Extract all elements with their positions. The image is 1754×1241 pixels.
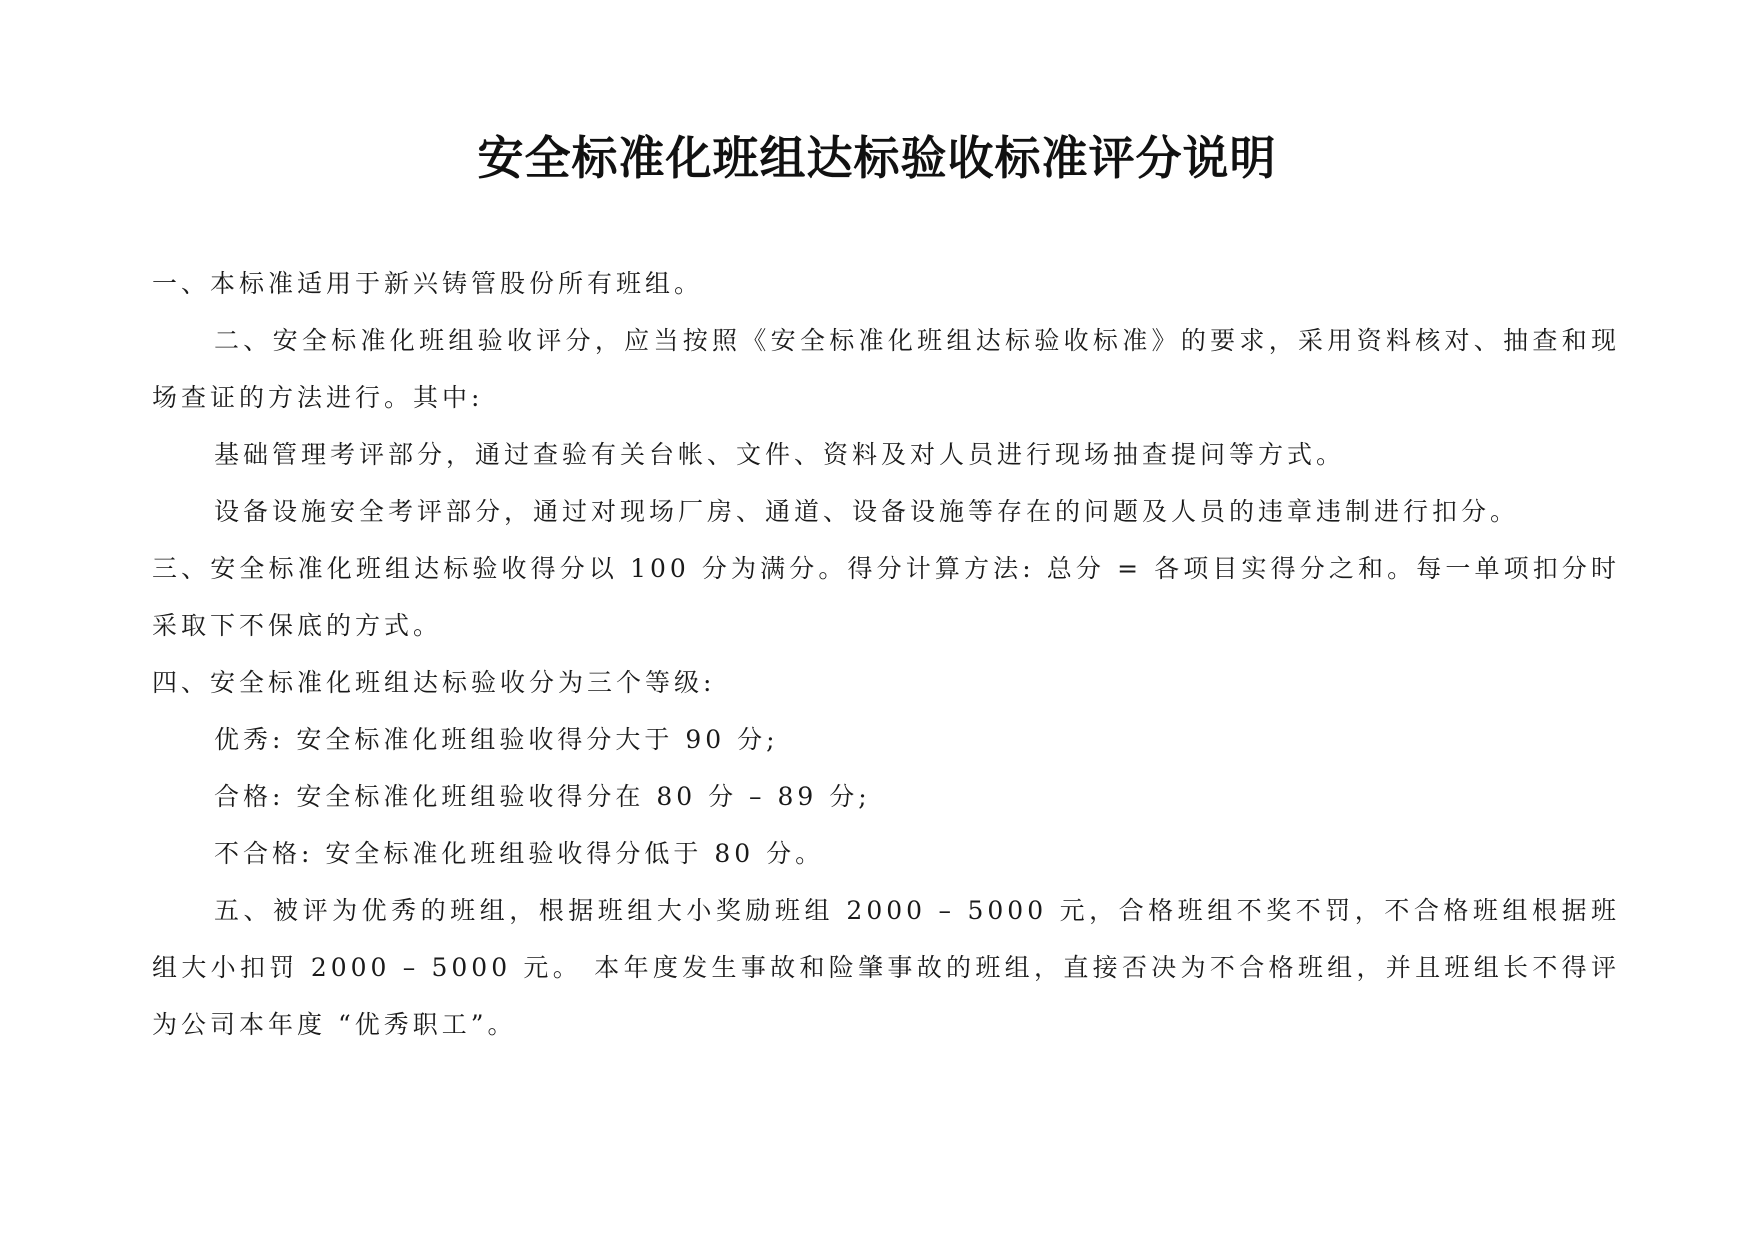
paragraph-rewards: 五、被评为优秀的班组，根据班组大小奖励班组 2000 – 5000 元，合格班组不奖不罚，不合格班组根据班组大小扣罚 2000 – 5000 元。 本年度发生事故和险肇事故的班组，直接否决为不合格班组，并且班组长不得评为公司本年度 “优秀职工”。 bbox=[152, 896, 1620, 1039]
paragraph-scoring: 三、安全标准化班组达标验收得分以 100 分为满分。得分计算方法: 总分 = 各项目实得分之和。每一单项扣分时采取下不保底的方式。 bbox=[152, 554, 1620, 640]
document-title: 安全标准化班组达标验收标准评分说明 bbox=[477, 131, 1277, 185]
paragraph-method: 二、安全标准化班组验收评分，应当按照《安全标准化班组达标验收标准》的要求，采用资料核对、抽查和现场查证的方法进行。其中: bbox=[152, 326, 1620, 412]
grade-qualified: 合格: 安全标准化班组验收得分在 80 分 – 89 分; bbox=[214, 782, 871, 811]
grade-excellent: 优秀: 安全标准化班组验收得分大于 90 分; bbox=[214, 725, 779, 754]
paragraph-equipment-safety: 设备设施安全考评部分，通过对现场厂房、通道、设备设施等存在的问题及人员的违章违制进行扣分。 bbox=[214, 497, 1520, 526]
grade-unqualified: 不合格: 安全标准化班组验收得分低于 80 分。 bbox=[214, 839, 825, 868]
paragraph-basic-management: 基础管理考评部分，通过查验有关台帐、文件、资料及对人员进行现场抽查提问等方式。 bbox=[214, 440, 1346, 469]
paragraph-grades: 四、安全标准化班组达标验收分为三个等级: bbox=[152, 668, 716, 697]
paragraph-scope: 一、本标准适用于新兴铸管股份所有班组。 bbox=[152, 269, 704, 298]
document-body bbox=[152, 255, 1620, 1053]
